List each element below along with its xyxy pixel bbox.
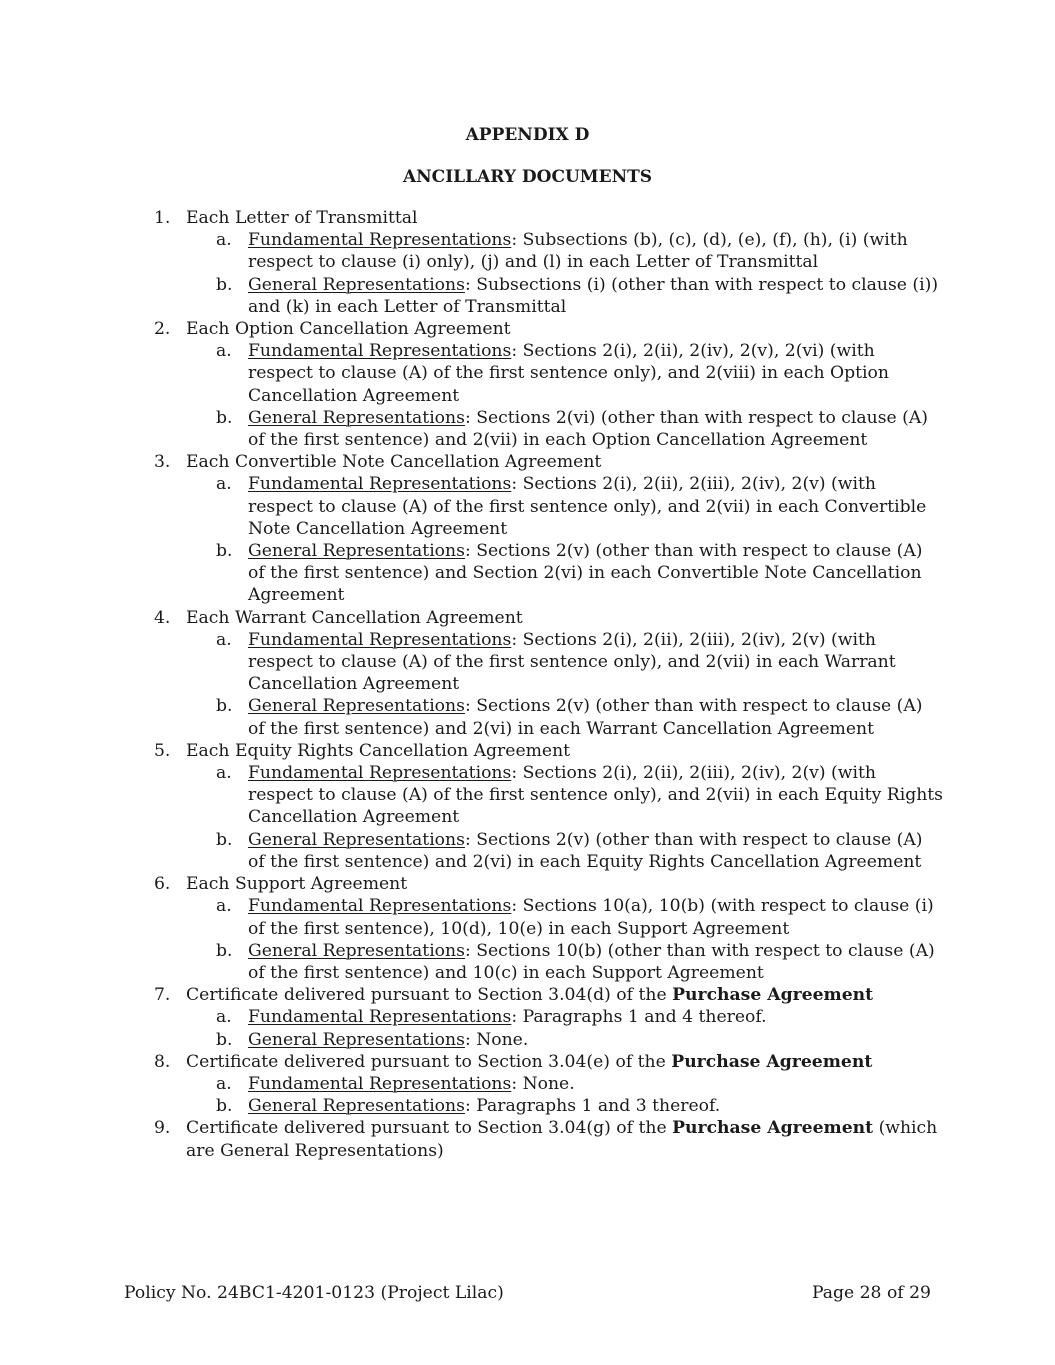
- representation-label: General Representations: [248, 829, 465, 850]
- sub-list-item-letter: a.: [216, 474, 232, 495]
- purchase-agreement-term: Purchase Agreement: [672, 1118, 874, 1139]
- sub-list-item-letter: b.: [216, 829, 233, 850]
- list-item: [154, 984, 944, 1006]
- sub-list-item-letter: b.: [216, 696, 233, 717]
- list-item: [154, 607, 944, 629]
- list-item-text: Each Letter of Transmittal: [186, 208, 418, 228]
- sub-list-item: [154, 540, 944, 607]
- sub-list-item: [154, 1095, 944, 1117]
- representation-text: : Sections 2(v) (other than with respect to clause (A) of the first sentence) and 2(vi) in each Warrant Cancellation Agreement: [248, 696, 923, 739]
- list-item-number: 9.: [154, 1118, 171, 1139]
- list-item-text: Certificate delivered pursuant to Section 3.04(d) of the: [186, 985, 673, 1006]
- sub-list-item-letter: a.: [216, 1073, 232, 1094]
- list-item-tail: (which are General Representations): [186, 1118, 938, 1161]
- representation-text: : Subsections (b), (c), (d), (e), (f), (h), (i) (with respect to clause (i) only), (j) and (l) in each Letter of Transmittal: [248, 230, 908, 273]
- sub-list-item: [154, 695, 944, 739]
- sub-list-item-letter: a.: [216, 230, 232, 251]
- sub-list-item: [154, 473, 944, 540]
- sub-list-item-letter: a.: [216, 1007, 232, 1028]
- representation-label: Fundamental Representations: [248, 896, 512, 917]
- list-item-number: 2.: [154, 319, 171, 340]
- list-item: [154, 873, 944, 895]
- list-item: [154, 1051, 944, 1073]
- representation-label: Fundamental Representations: [248, 474, 512, 495]
- purchase-agreement-term: Purchase Agreement: [671, 1051, 873, 1072]
- list-item-number: 5.: [154, 740, 171, 761]
- appendix-title: APPENDIX D: [465, 125, 590, 145]
- footer-page-number: Page 28 of 29: [811, 1283, 931, 1303]
- representation-label: General Representations: [248, 541, 465, 562]
- list-item: [154, 1117, 944, 1161]
- sub-list-item: [154, 340, 944, 407]
- representation-text: : Sections 2(i), 2(ii), 2(iv), 2(v), 2(vi) (with respect to clause (A) of the first sentence only), and 2(viii) in each Option Cancellation Agreement: [248, 341, 889, 406]
- representation-label: General Representations: [248, 940, 465, 961]
- representation-label: General Representations: [248, 274, 465, 295]
- sub-list-item: [154, 1006, 944, 1028]
- representation-text: : Paragraphs 1 and 3 thereof.: [464, 1096, 721, 1117]
- sub-list-item: [154, 274, 944, 318]
- representation-text: : Subsections (i) (other than with respect to clause (i)) and (k) in each Letter of Transmittal: [248, 274, 939, 317]
- sub-list-item: [154, 762, 944, 829]
- sub-list-item-letter: b.: [216, 274, 233, 295]
- representation-text: : Sections 2(i), 2(ii), 2(iii), 2(iv), 2(v) (with respect to clause (A) of the first sentence only), and 2(vii) in each Convertible Note Cancellation Agreement: [248, 474, 927, 539]
- representation-text: : None.: [464, 1029, 529, 1050]
- list-item-text: Certificate delivered pursuant to Section 3.04(e) of the: [186, 1051, 672, 1072]
- representation-text: : Paragraphs 1 and 4 thereof.: [511, 1007, 767, 1028]
- list-item-number: 6.: [154, 874, 171, 895]
- representation-text: : Sections 2(vi) (other than with respect to clause (A) of the first sentence) and 2(vii) in each Option Cancellation Agreement: [248, 407, 928, 451]
- representation-label: Fundamental Representations: [248, 763, 512, 784]
- sub-list-item-letter: a.: [216, 763, 232, 784]
- ancillary-documents-list: [154, 207, 944, 1162]
- list-item-text: Each Warrant Cancellation Agreement: [186, 607, 523, 628]
- representation-label: General Representations: [248, 696, 465, 717]
- sub-list-item-letter: b.: [216, 1029, 233, 1050]
- sub-list-item: [154, 229, 944, 273]
- representation-text: : Sections 2(i), 2(ii), 2(iii), 2(iv), 2(v) (with respect to clause (A) of the first sentence only), and 2(vii) in each Warrant Cancellation Agreement: [248, 629, 896, 695]
- list-item-number: 1.: [154, 208, 171, 228]
- sub-list-item: [154, 940, 944, 984]
- list-item-number: 7.: [154, 985, 171, 1006]
- list-item: [154, 318, 944, 340]
- representation-label: Fundamental Representations: [248, 1073, 512, 1094]
- representation-label: Fundamental Representations: [248, 341, 512, 362]
- sub-list-item: [154, 895, 944, 939]
- sub-list-item-letter: a.: [216, 896, 232, 917]
- list-item-number: 4.: [154, 607, 171, 628]
- sub-list-item: [154, 629, 944, 696]
- sub-list-item: [154, 407, 944, 451]
- purchase-agreement-term: Purchase Agreement: [672, 985, 874, 1006]
- sub-list-item-letter: b.: [216, 940, 233, 961]
- list-item-number: 8.: [154, 1051, 171, 1072]
- representation-text: : Sections 10(b) (other than with respect to clause (A) of the first sentence) and 10(c) in each Support Agreement: [248, 940, 935, 983]
- sub-list-item-letter: b.: [216, 407, 233, 428]
- appendix-subtitle: ANCILLARY DOCUMENTS: [402, 167, 653, 187]
- sub-list-item: [154, 829, 944, 873]
- list-item-text: Certificate delivered pursuant to Section 3.04(g) of the: [186, 1118, 673, 1139]
- representation-text: : Sections 2(v) (other than with respect to clause (A) of the first sentence) and 2(vi) in each Equity Rights Cancellation Agreement: [248, 829, 923, 872]
- sub-list-item-letter: a.: [216, 629, 232, 650]
- list-item: [154, 207, 944, 229]
- list-item-text: Each Equity Rights Cancellation Agreement: [186, 740, 571, 761]
- sub-list-item-letter: b.: [216, 541, 233, 562]
- sub-list-item: [154, 1073, 944, 1095]
- sub-list-item-letter: a.: [216, 341, 232, 362]
- representation-label: Fundamental Representations: [248, 629, 512, 650]
- representation-label: Fundamental Representations: [248, 230, 512, 251]
- list-item-text: Each Convertible Note Cancellation Agreement: [186, 452, 602, 473]
- list-item-text: Each Option Cancellation Agreement: [186, 319, 511, 340]
- representation-text: : None.: [511, 1073, 575, 1094]
- representation-label: Fundamental Representations: [248, 1007, 512, 1028]
- sub-list-item-letter: b.: [216, 1096, 233, 1117]
- representation-text: : Sections 10(a), 10(b) (with respect to clause (i) of the first sentence), 10(d), 10(e) in each Support Agreement: [248, 896, 934, 939]
- footer-policy-number: Policy No. 24BC1-4201-0123 (Project Lilac): [124, 1283, 504, 1303]
- list-item-number: 3.: [154, 452, 171, 473]
- representation-label: General Representations: [248, 407, 465, 428]
- representation-label: General Representations: [248, 1029, 465, 1050]
- representation-text: : Sections 2(i), 2(ii), 2(iii), 2(iv), 2(v) (with respect to clause (A) of the first sentence only), and 2(vii) in each Equity Rights Cancellation Agreement: [248, 763, 943, 828]
- list-item: [154, 451, 944, 473]
- representation-label: General Representations: [248, 1096, 465, 1117]
- representation-text: : Sections 2(v) (other than with respect to clause (A) of the first sentence) and Section 2(vi) in each Convertible Note Cancellation Agreement: [248, 541, 923, 606]
- sub-list-item: [154, 1029, 944, 1051]
- list-item-text: Each Support Agreement: [186, 874, 408, 895]
- list-item: [154, 740, 944, 762]
